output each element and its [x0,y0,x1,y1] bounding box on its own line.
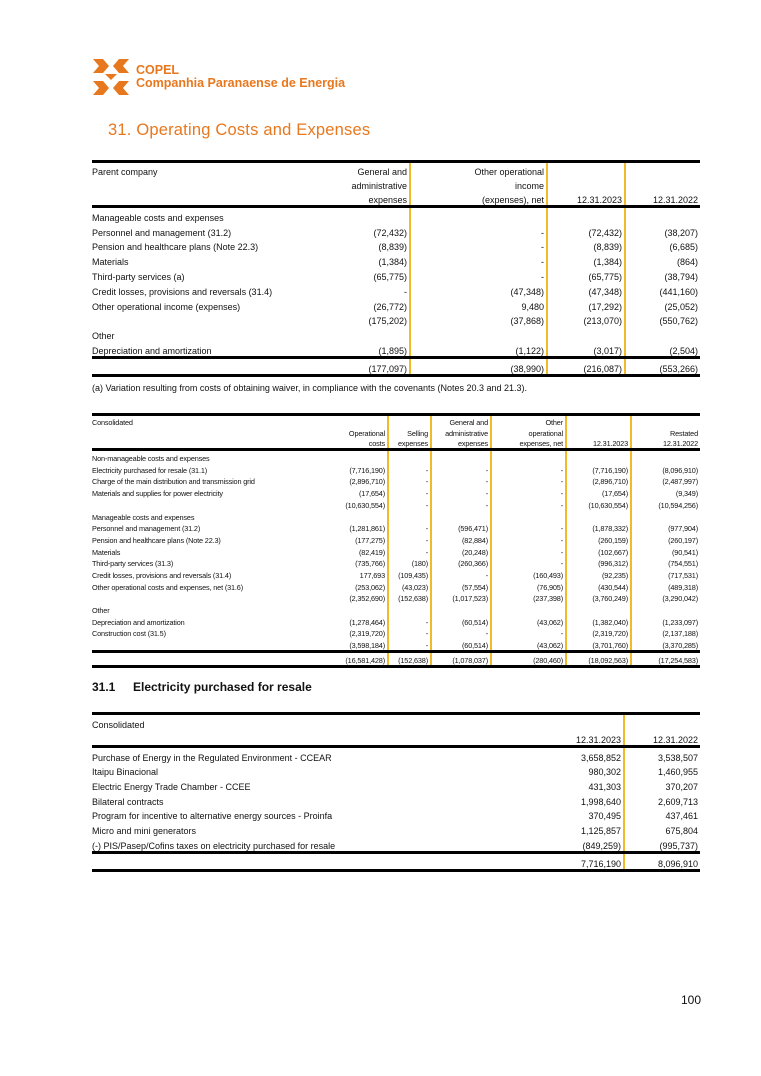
cell-value: - [389,486,432,498]
cell-value: (38,794) [664,271,698,282]
cell-value: (864) [676,257,698,268]
column-header: General and [432,416,492,427]
table-row [92,223,700,238]
row-label: Materials and supplies for power electricity [92,489,223,499]
column-header: 12.31.2023 [567,438,632,449]
cell-value: (2,352,690) [320,592,389,604]
row-label: Credit losses, provisions and reversals (31.4) [92,286,273,297]
cell-value: (3,017) [548,341,626,356]
cell-value: (175,202) [331,312,411,327]
cell-value: - [389,475,432,487]
row-label: Other operational costs and expenses, net (31.6) [92,582,243,592]
cell-value: (18,092,563) [567,653,632,665]
cell-value [632,451,700,463]
cell-value: (90,541) [672,547,698,557]
cell-value: 9,480 [411,297,548,312]
cell-value: - [492,498,567,510]
cell-value: (3,290,042) [662,594,698,604]
cell-value: (60,514) [432,638,492,650]
column-header: costs [320,438,389,449]
cell-value: (2,504) [669,345,698,356]
header-label: Parent company [92,167,158,177]
cell-value: (16,581,428) [320,653,389,665]
cell-value [492,451,567,463]
cell-value: (92,235) [567,568,632,580]
consolidated-table [92,413,700,668]
section-row [92,510,700,522]
column-header: operational [492,427,567,438]
cell-value: (160,493) [492,568,567,580]
cell-value: (60,514) [432,615,492,627]
cell-value: (260,159) [567,533,632,545]
cell-value: (550,762) [659,316,698,327]
cell-value [432,510,492,522]
cell-value: (26,772) [331,297,411,312]
table-row [92,252,700,267]
column-header: Other [492,416,567,427]
cell-value [432,603,492,615]
cell-value: 177,693 [320,568,389,580]
cell-value: (38,207) [664,227,698,238]
cell-value: (977,904) [668,524,698,534]
cell-value [548,326,626,341]
cell-value: (20,248) [432,545,492,557]
cell-value [331,208,411,223]
column-header [626,163,700,177]
row-label: Non-manageable costs and expenses [92,454,210,464]
cell-value: (25,052) [664,301,698,312]
cell-value [432,451,492,463]
column-header: Selling [389,427,432,438]
cell-value: (1,278,464) [320,615,389,627]
column-header: expenses [432,438,492,449]
cell-value: (995,737) [659,840,698,851]
table-row [92,580,700,592]
cell-value: 1,460,955 [657,767,698,778]
header-row [92,427,700,438]
table-row [92,615,700,627]
cell-value: (43,062) [492,615,567,627]
cell-value: (996,312) [567,557,632,569]
column-header: Other operational [411,163,548,177]
section-row [92,603,700,615]
header-row [92,163,700,177]
cell-value: - [492,533,567,545]
cell-value [492,603,567,615]
cell-value: - [492,522,567,534]
table-row [92,568,700,580]
cell-value: (216,087) [548,359,626,374]
cell-value: - [492,475,567,487]
table-row [92,312,700,327]
column-header [548,177,626,191]
cell-value: (17,254,583) [658,655,698,665]
cell-value: (280,460) [492,653,567,665]
column-header: administrative [432,427,492,438]
column-header: 12.31.2022 [662,439,698,449]
column-header: 12.31.2023 [548,191,626,205]
cell-value [411,208,548,223]
table-row [92,522,700,534]
cell-value: - [389,522,432,534]
cell-value [567,451,632,463]
cell-value: 3,658,852 [560,748,625,763]
table-row [92,486,700,498]
cell-value [320,510,389,522]
cell-value: - [411,267,548,282]
cell-value: (76,905) [492,580,567,592]
table-row [92,836,700,851]
cell-value: - [432,486,492,498]
row-label: Personnel and management (31.2) [92,524,201,534]
table-row [92,297,700,312]
row-label: Program for incentive to alternative energy sources - Proinfa [92,811,333,822]
column-header: expenses [389,438,432,449]
cell-value: (72,432) [548,223,626,238]
section-row [92,451,700,463]
page-number: 100 [681,993,702,1007]
cell-value [331,326,411,341]
cell-value [389,451,432,463]
row-label: Pension and healthcare plans (Note 22.3) [92,242,259,253]
cell-value: (6,685) [669,242,698,253]
cell-value: - [389,615,432,627]
cell-value: 1,998,640 [560,792,625,807]
cell-value: (177,275) [320,533,389,545]
cell-value: (3,701,760) [567,638,632,650]
section-row [92,326,700,341]
cell-value: (1,281,861) [320,522,389,534]
cell-value: (8,839) [331,238,411,253]
cell-value: (553,266) [659,363,698,374]
cell-value: - [389,545,432,557]
table-row [92,592,700,604]
logo-subtitle: Companhia Paranaense de Energia [136,76,346,90]
column-header: administrative [331,177,411,191]
cell-value: (596,471) [432,522,492,534]
total-row [92,356,700,377]
parent-company-table [92,160,700,377]
cell-value [626,208,700,223]
cell-value: (8,839) [548,238,626,253]
cell-value: (102,667) [567,545,632,557]
table-row [92,498,700,510]
column-header [320,416,389,427]
column-header [567,427,632,438]
cell-value: (2,319,720) [567,627,632,639]
column-header [548,163,626,177]
table-row [92,238,700,253]
row-label: Materials [92,547,121,557]
table-row [92,821,700,836]
row-label: Manageable costs and expenses [92,512,195,522]
cell-value: (2,137,188) [662,629,698,639]
header-label: Consolidated [92,417,133,427]
cell-value: (1,878,332) [567,522,632,534]
column-header [567,416,632,427]
cell-value: (17,292) [548,297,626,312]
row-label: Itaipu Binacional [92,767,159,778]
cell-value: (1,233,097) [662,617,698,627]
column-header: 12.31.2023 [560,730,625,745]
cell-value: 7,716,190 [560,854,625,869]
row-label: (-) PIS/Pasep/Cofins taxes on electricity purchased for resale [92,840,336,851]
cell-value: (8,096,910) [662,465,698,475]
section-title: Electricity purchased for resale [133,680,312,694]
row-label: Purchase of Energy in the Regulated Environment - CCEAR [92,752,332,763]
cell-value [320,451,389,463]
cell-value: (10,630,554) [567,498,632,510]
row-label: Pension and healthcare plans (Note 22.3) [92,535,221,545]
row-label: Micro and mini generators [92,826,197,837]
cell-value: - [411,223,548,238]
row-label: Electric Energy Trade Chamber - CCEE [92,782,251,793]
cell-value: (2,319,720) [320,627,389,639]
cell-value: - [331,282,411,297]
cell-value: - [492,557,567,569]
column-header: expenses, net [492,438,567,449]
table-row [92,341,700,356]
cell-value: (7,716,190) [567,463,632,475]
row-label: Third-party services (31.3) [92,559,174,569]
total-row [92,851,700,872]
cell-value [389,510,432,522]
footnote: (a) Variation resulting from costs of obtaining waiver, in compliance with the covenants (Notes 20.3 and 21.3). [92,383,528,393]
cell-value [320,603,389,615]
column-header: General and [331,163,411,177]
cell-value: (7,716,190) [320,463,389,475]
cell-value: (72,432) [331,223,411,238]
column-header: Restated [669,428,698,438]
row-label: Manageable costs and expenses [92,212,224,223]
cell-value: (2,487,997) [662,477,698,487]
cell-value: 675,804 [665,826,698,837]
table-row [92,545,700,557]
cell-value: (441,160) [659,286,698,297]
row-label: Other [92,331,115,342]
cell-value: 3,538,507 [657,752,698,763]
cell-value: (1,384) [548,252,626,267]
cell-value: - [389,627,432,639]
cell-value: (430,544) [567,580,632,592]
header-label: Consolidated [92,720,145,730]
row-label: Other operational income (expenses) [92,301,241,312]
row-label: Charge of the main distribution and transmission grid [92,477,255,487]
table-row [92,475,700,487]
header-row [92,177,700,191]
column-header: 12.31.2022 [652,735,698,745]
cell-value: (109,435) [389,568,432,580]
table-row [92,627,700,639]
cell-value: (735,766) [320,557,389,569]
cell-value: (65,775) [331,267,411,282]
cell-value: (213,070) [548,312,626,327]
cell-value: 1,125,857 [560,821,625,836]
table-row [92,777,700,792]
cell-value [567,603,632,615]
header-row [92,438,700,452]
table-row [92,638,700,650]
cell-value: (152,638) [389,592,432,604]
cell-value: (717,531) [668,570,698,580]
cell-value: (43,023) [389,580,432,592]
cell-value: (1,384) [331,252,411,267]
cell-value [389,603,432,615]
cell-value: 2,609,713 [657,796,698,807]
cell-value: - [389,533,432,545]
cell-value: (1,017,523) [432,592,492,604]
column-header: expenses [331,191,411,205]
cell-value: (489,318) [668,582,698,592]
header-row [92,730,700,748]
cell-value: (82,884) [432,533,492,545]
table-row [92,748,700,763]
cell-value [548,208,626,223]
header-row [92,715,700,730]
cell-value: (260,197) [668,535,698,545]
cell-value: 370,207 [665,782,698,793]
table-row [92,763,700,778]
cell-value: (1,382,040) [567,615,632,627]
cell-value: (17,654) [567,486,632,498]
cell-value: (754,551) [668,559,698,569]
cell-value: (10,630,554) [320,498,389,510]
cell-value: - [492,486,567,498]
cell-value: - [389,498,432,510]
cell-value: (37,868) [411,312,548,327]
row-label: Depreciation and amortization [92,345,212,356]
table-row [92,792,700,807]
cell-value: (47,348) [548,282,626,297]
total-row [92,650,700,668]
table-row [92,282,700,297]
row-label: Construction cost (31.5) [92,629,166,639]
header-row [92,191,700,208]
column-header [632,416,700,427]
cell-value: (9,349) [675,489,698,499]
column-header [626,177,700,191]
table-row [92,463,700,475]
column-header: (expenses), net [411,191,548,205]
cell-value [567,510,632,522]
row-label: Materials [92,257,129,268]
cell-value [626,326,700,341]
cell-value [492,510,567,522]
section-number: 31.1 [92,680,116,694]
cell-value: 437,461 [665,811,698,822]
column-header [389,416,432,427]
cell-value [632,603,700,615]
row-label: Bilateral contracts [92,796,164,807]
row-label: Third-party services (a) [92,271,185,282]
cell-value: - [492,627,567,639]
electricity-purchased-table [92,712,700,872]
cell-value: (57,554) [432,580,492,592]
cell-value: (3,760,249) [567,592,632,604]
table-row [92,807,700,822]
copel-logo [93,59,345,95]
cell-value [411,326,548,341]
cell-value: 8,096,910 [657,858,698,869]
copel-logo-icon [93,59,129,95]
cell-value: - [411,238,548,253]
cell-value: 431,303 [560,777,625,792]
header-row [92,416,700,427]
column-header: Operational [320,427,389,438]
cell-value: - [432,463,492,475]
cell-value: 980,302 [560,763,625,778]
cell-value: - [389,463,432,475]
cell-value: (1,122) [411,341,548,356]
cell-value: (3,370,285) [662,641,698,651]
cell-value: (177,097) [331,359,411,374]
page-title: 31. Operating Costs and Expenses [108,121,371,139]
cell-value: - [411,252,548,267]
cell-value: (180) [389,557,432,569]
table-row [92,533,700,545]
section-heading [92,680,312,694]
column-header: 12.31.2022 [652,195,698,205]
row-label: Depreciation and amortization [92,617,185,627]
cell-value: (65,775) [548,267,626,282]
section-row [92,208,700,223]
cell-value: (82,419) [320,545,389,557]
cell-value: (1,895) [331,341,411,356]
cell-value: (849,259) [560,836,625,851]
cell-value: (260,366) [432,557,492,569]
table-row [92,557,700,569]
column-header: income [411,177,548,191]
cell-value: (3,598,184) [320,638,389,650]
column-header [560,715,625,730]
cell-value: (1,078,037) [432,653,492,665]
cell-value: (10,594,256) [658,500,698,510]
cell-value: (253,062) [320,580,389,592]
cell-value: - [432,627,492,639]
logo-name: COPEL [136,63,180,77]
row-label: Electricity purchased for resale (31.1) [92,465,208,475]
cell-value: (2,896,710) [320,475,389,487]
cell-value: (17,654) [320,486,389,498]
cell-value: (2,896,710) [567,475,632,487]
row-label: Other [92,606,110,616]
table-row [92,267,700,282]
cell-value: (152,638) [389,653,432,665]
cell-value: (43,062) [492,638,567,650]
cell-value: - [432,568,492,580]
column-header [625,715,700,730]
cell-value: 370,495 [560,807,625,822]
cell-value: - [492,545,567,557]
cell-value: - [432,475,492,487]
cell-value: - [492,463,567,475]
cell-value: (47,348) [411,282,548,297]
cell-value [632,510,700,522]
cell-value: - [432,498,492,510]
cell-value: (38,990) [411,359,548,374]
cell-value: - [389,638,432,650]
row-label: Personnel and management (31.2) [92,227,232,238]
cell-value: (237,398) [492,592,567,604]
row-label: Credit losses, provisions and reversals (31.4) [92,570,232,580]
